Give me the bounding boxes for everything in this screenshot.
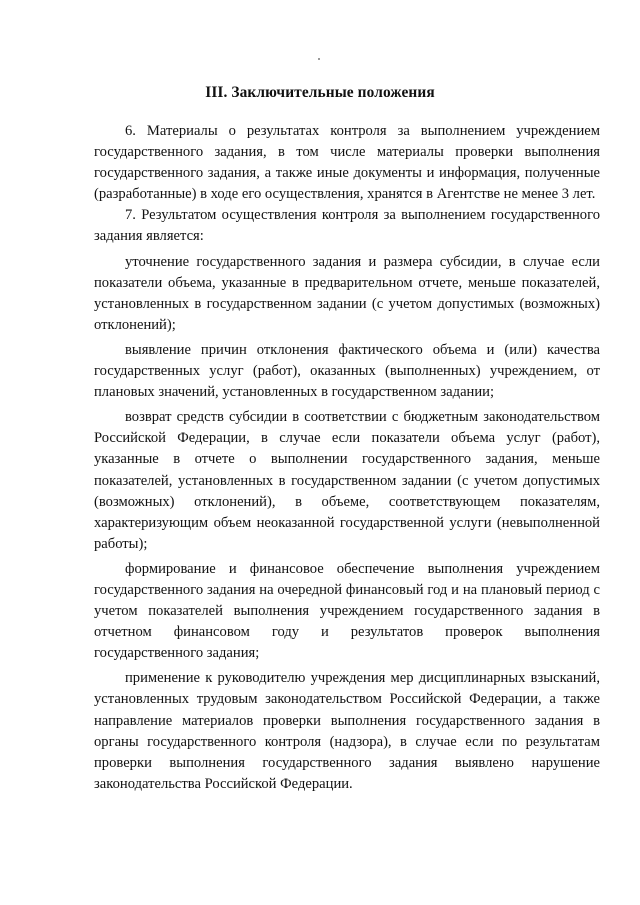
list-item-deviation-causes: выявление причин отклонения фактического объема и (или) качества государственных услуг (работ), оказанных (выполненных) учреждением, от плановых значений, установленных в государственном задании; [94, 341, 600, 401]
document-body [94, 121, 600, 795]
list-item-clarification: уточнение государственного задания и размера субсидии, в случае если показатели объема, указанные в предварительном отчете, меньше показателей, установленных в государственном задании (с учетом допустимых (возможных) отклонений); [94, 253, 600, 333]
scan-mark [318, 58, 320, 60]
list-item-subsidy-refund: возврат средств субсидии в соответствии с бюджетным законодательством Российской Федерации, в случае если показатели объема услуг (работ), указанные в отчете о выполнении государственного задания, меньше показателей, установленных в государственном задании (с учетом допустимых (возможных) отклонений), в объеме, соответствующем показателям, характеризующим объем неоказанной государственной услуги (невыполненной работы); [94, 409, 600, 552]
list-item-funding-formation: формирование и финансовое обеспечение выполнения учреждением государственного задания на очередной финансовый год и на плановый период с учетом показателей выполнения учреждением государственного задания в отчетном финансовом году и результатов проверок выполнения государственного задания; [94, 560, 600, 662]
paragraph-6: 6. Материалы о результатах контроля за выполнением учреждением государственного задания, в том числе материалы проверки выполнения государственного задания, а также иные документы и информация, полученные (разработанные) в ходе его осуществления, хранятся в Агентстве не менее 3 лет. [94, 123, 600, 203]
list-item-disciplinary-measures: применение к руководителю учреждения мер дисциплинарных взысканий, установленных трудовым законодательством Российской Федерации, а также направление материалов проверки выполнения государственного задания в органы государственного контроля (надзора), в случае если по результатам проверки выполнения государственного задания выявлено нарушение законодательства Российской Федерации. [94, 670, 600, 792]
section-title: III. Заключительные положения [205, 84, 435, 101]
paragraph-7: 7. Результатом осуществления контроля за выполнением государственного задания является: [94, 207, 600, 245]
